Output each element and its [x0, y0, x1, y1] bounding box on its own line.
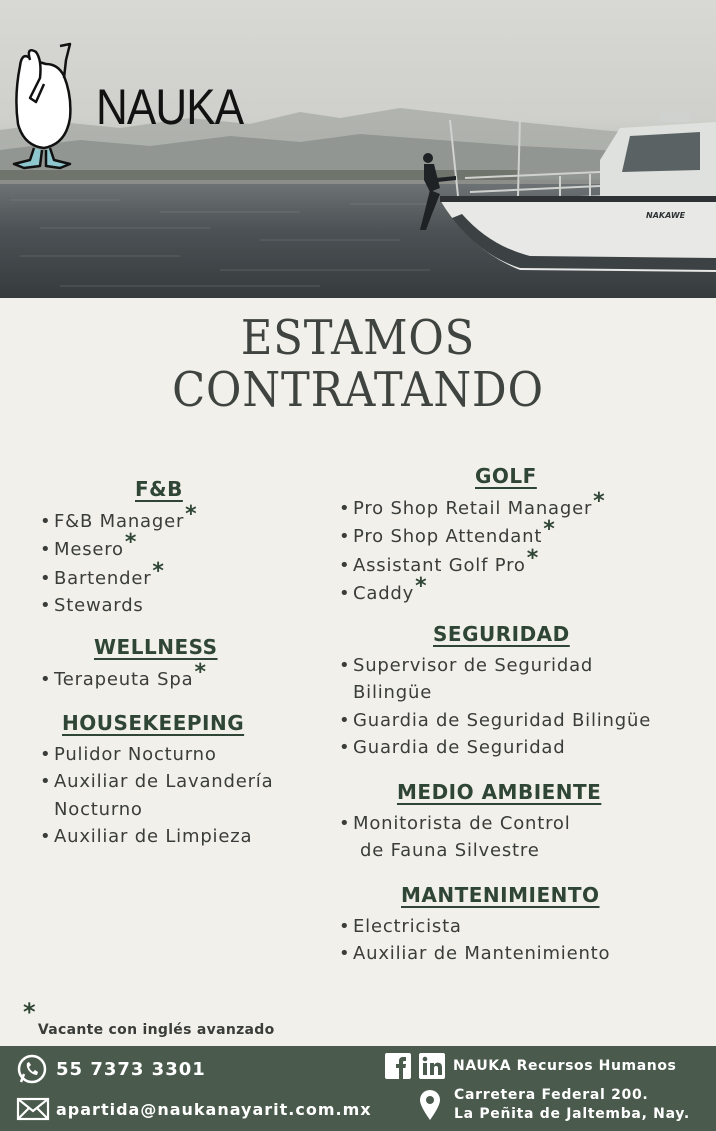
- location-pin-icon: [418, 1088, 442, 1122]
- hiring-headline: [0, 312, 716, 416]
- job-item: • Electricista: [339, 916, 462, 937]
- job-item: • Guardia de Seguridad Bilingüe: [339, 709, 652, 731]
- phone-number: 55 7373 3301: [56, 1058, 206, 1080]
- linkedin-icon[interactable]: [419, 1053, 445, 1079]
- hero-scene: [0, 0, 716, 298]
- email-contact[interactable]: [16, 1096, 372, 1122]
- section-title-seguridad: SEGURIDAD: [433, 622, 570, 646]
- social-contact[interactable]: [385, 1053, 677, 1079]
- job-item-continuation: Nocturno: [54, 798, 143, 820]
- job-item: • Terapeuta Spa*: [40, 660, 207, 690]
- job-list-medio-ambiente: [339, 810, 571, 865]
- mail-icon: [16, 1096, 50, 1122]
- section-title-wellness: WELLNESS: [94, 635, 218, 659]
- english-required-mark: *: [543, 517, 556, 543]
- job-item: • Auxiliar de Mantenimiento: [339, 943, 611, 965]
- phone-contact[interactable]: [16, 1053, 206, 1085]
- job-item-continuation: Bilingüe: [353, 682, 433, 704]
- section-title-housekeeping: HOUSEKEEPING: [62, 711, 245, 735]
- job-item: • Supervisor de Seguridad: [339, 655, 594, 676]
- english-required-mark: *: [593, 489, 606, 514]
- job-item: • Stewards: [40, 594, 144, 616]
- job-list-seguridad: [339, 652, 651, 761]
- boat-name: NAKAWE: [646, 211, 686, 220]
- hero-image: [0, 0, 716, 298]
- footnote-star: *: [23, 998, 36, 1026]
- email-address: apartida@naukanayarit.com.mx: [56, 1099, 372, 1119]
- english-required-mark: *: [194, 660, 207, 685]
- job-item: • Auxiliar de Limpieza: [40, 825, 253, 847]
- job-item: • Pro Shop Attendant*: [339, 517, 556, 548]
- english-required-footnote: [22, 998, 275, 1038]
- job-list-golf: [339, 489, 606, 607]
- job-item: • F&B Manager*: [40, 502, 198, 532]
- facebook-icon[interactable]: [385, 1053, 411, 1079]
- section-title-golf: GOLF: [475, 464, 537, 488]
- job-item: • Assistant Golf Pro*: [339, 545, 540, 576]
- english-required-mark: *: [185, 502, 198, 527]
- section-title-medio-ambiente: MEDIO AMBIENTE: [397, 780, 602, 804]
- job-item: • Auxiliar de Lavandería: [40, 771, 274, 793]
- address-line-2: La Peñita de Jaltemba, Nay.: [454, 1106, 690, 1122]
- job-item: • Bartender*: [40, 558, 165, 589]
- footnote-text: Vacante con inglés avanzado: [37, 1022, 275, 1038]
- job-item: • Pro Shop Retail Manager*: [339, 489, 606, 519]
- job-item: • Caddy*: [339, 573, 428, 604]
- job-list-housekeeping: [40, 741, 273, 850]
- social-handle: NAUKA Recursos Humanos: [453, 1058, 677, 1074]
- headline-line-2: CONTRATANDO: [172, 362, 544, 418]
- job-list-wellness: [40, 660, 207, 693]
- contact-footer: [0, 1046, 716, 1131]
- english-required-mark: *: [526, 545, 540, 571]
- address-line-1: Carretera Federal 200.: [454, 1087, 649, 1103]
- job-item: • Mesero*: [40, 530, 138, 561]
- section-title-mantenimiento: MANTENIMIENTO: [401, 883, 600, 907]
- headline-line-1: ESTAMOS: [240, 310, 476, 366]
- job-item: • Pulidor Nocturno: [40, 744, 217, 765]
- job-item-continuation: de Fauna Silvestre: [360, 840, 540, 862]
- brand-wordmark: NAUKA: [96, 79, 244, 135]
- address-contact: [418, 1086, 690, 1124]
- job-item: • Monitorista de Control: [339, 813, 571, 834]
- whatsapp-icon: [16, 1053, 48, 1085]
- english-required-mark: *: [152, 558, 165, 584]
- english-required-mark: *: [415, 573, 428, 599]
- job-item: • Guardia de Seguridad: [339, 736, 566, 758]
- job-list-fb: [40, 502, 198, 619]
- english-required-mark: *: [124, 530, 138, 556]
- section-title-fb: F&B: [135, 477, 183, 501]
- job-list-mantenimiento: [339, 913, 610, 968]
